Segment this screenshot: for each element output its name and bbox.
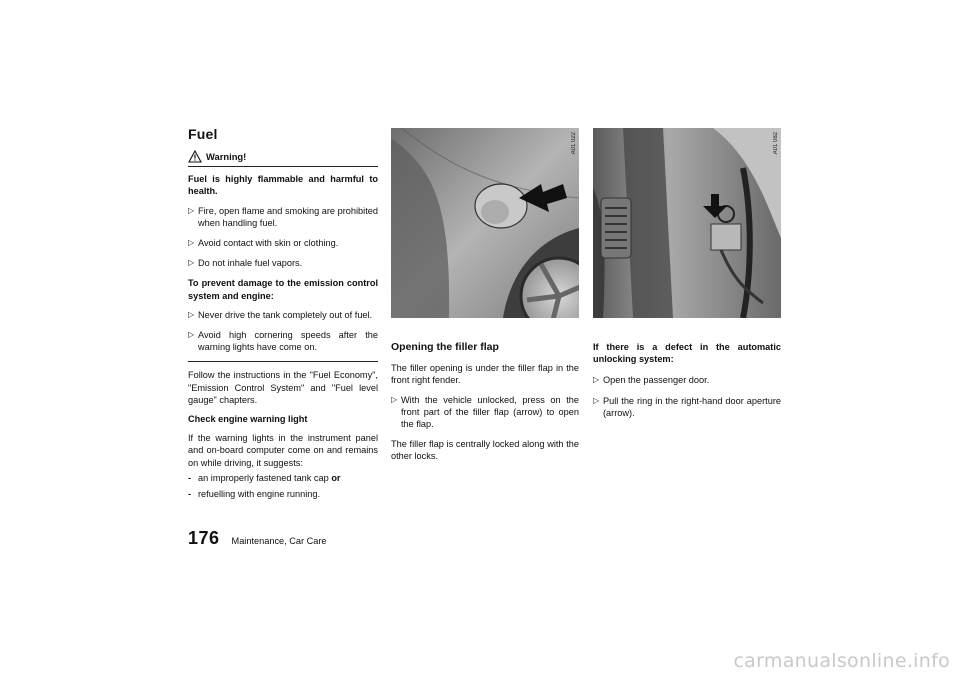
filler-flap-title: Opening the filler flap	[391, 341, 499, 353]
page-footer	[188, 528, 327, 549]
defect-column	[593, 341, 781, 427]
section-name: Maintenance, Car Care	[231, 536, 327, 546]
triangle-bullet-icon: ▷	[188, 309, 195, 319]
defect-heading: If there is a defect in the automatic unlocking system:	[593, 342, 781, 365]
filler-flap-column	[391, 341, 579, 470]
image-code: A01 082	[773, 132, 779, 155]
image-code: A01 022	[571, 132, 577, 155]
triangle-bullet-icon: ▷	[188, 258, 195, 268]
warning-header	[188, 150, 378, 167]
divider	[188, 361, 378, 362]
filler-note: The filler flap is centrally locked along with the other locks.	[391, 439, 579, 462]
list-item: ▷ Avoid high cornering speeds after the warning lights have come on.	[188, 330, 378, 353]
door-aperture-illustration	[593, 128, 781, 318]
list-item: ▷ Open the passenger door.	[593, 375, 710, 386]
triangle-bullet-icon: ▷	[391, 394, 398, 404]
follow-text: Follow the instructions in the "Fuel Economy", "Emission Control System" and "Fuel level gauge" chapters.	[188, 370, 378, 405]
warning-triangle-icon	[188, 150, 202, 163]
list-item: ▷ Pull the ring in the right-hand door aperture (arrow).	[593, 395, 781, 418]
hazard-text: Fuel is highly flammable and harmful to health.	[188, 174, 378, 197]
fuel-title: Fuel	[188, 126, 218, 142]
triangle-bullet-icon: ▷	[593, 395, 600, 405]
warning-label: Warning!	[206, 151, 247, 162]
triangle-bullet-icon: ▷	[593, 375, 600, 385]
list-item: ▷ Do not inhale fuel vapors.	[188, 258, 303, 269]
page-number: 176	[188, 528, 220, 548]
fuel-column	[188, 128, 378, 504]
list-item: - an improperly fastened tank cap or	[188, 472, 341, 483]
filler-flap-illustration	[391, 128, 579, 318]
car-fender-image	[391, 128, 579, 318]
filler-intro: The filler opening is under the filler flap in the front right fender.	[391, 363, 579, 386]
list-item: - refuelling with engine running.	[188, 489, 321, 500]
damage-heading: To prevent damage to the emission control system and engine:	[188, 278, 378, 301]
list-item: ▷ Never drive the tank completely out of fuel.	[188, 309, 373, 320]
list-item: ▷ Avoid contact with skin or clothing.	[188, 238, 339, 249]
list-item: ▷ With the vehicle unlocked, press on the front part of the filler flap (arrow) to open the flap.	[391, 394, 579, 430]
watermark: carmanualsonline.info	[733, 650, 950, 672]
check-heading: Check engine warning light	[188, 414, 308, 425]
check-text: If the warning lights in the instrument panel and on-board computer come on and remains on while driving, it suggests:	[188, 433, 378, 468]
triangle-bullet-icon: ▷	[188, 238, 195, 248]
triangle-bullet-icon: ▷	[188, 205, 195, 215]
door-aperture-image	[593, 128, 781, 318]
triangle-bullet-icon: ▷	[188, 330, 195, 340]
list-item: ▷ Fire, open flame and smoking are prohibited when handling fuel.	[188, 205, 378, 228]
